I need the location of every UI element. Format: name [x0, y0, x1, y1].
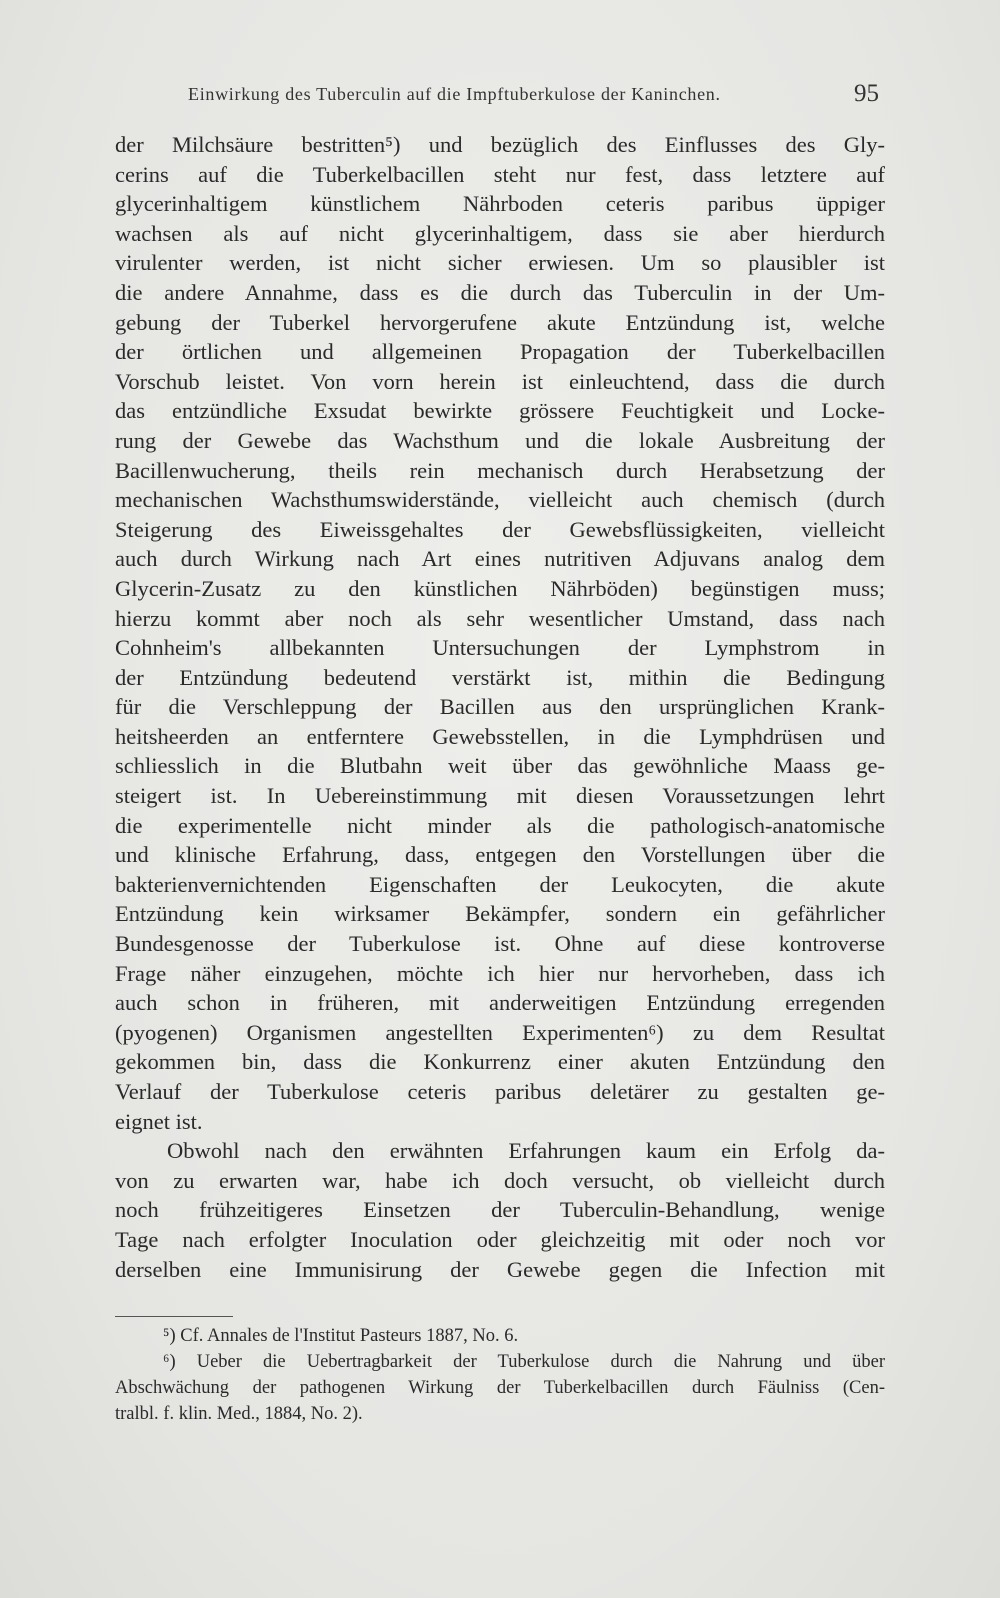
text-line: auch durch Wirkung nach Art eines nutritiven Adjuvans analog dem — [115, 546, 885, 572]
text-line: Bundesgenosse der Tuberkulose ist. Ohne auf diese kontroverse — [115, 931, 885, 957]
text-line: gebung der Tuberkel hervorgerufene akute Entzündung ist, welche — [115, 309, 885, 335]
text-line: Bacillenwucherung, theils rein mechanisch durch Herabsetzung der — [115, 457, 885, 483]
footnote-divider — [115, 1316, 233, 1317]
text-line: gekommen bin, dass die Konkurrenz einer akuten Entzündung den — [115, 1049, 885, 1075]
text-line: cerins auf die Tuberkelbacillen steht nur fest, dass letztere auf — [115, 161, 885, 187]
footnote-line: ⁵) Cf. Annales de l'Institut Pasteurs 1887, No. 6. — [163, 1326, 519, 1346]
text-line: mechanischen Wachsthumswiderstände, vielleicht auch chemisch (durch — [115, 487, 885, 513]
text-line: Obwohl nach den erwähnten Erfahrungen kaum ein Erfolg da- — [167, 1138, 885, 1164]
text-line: virulenter werden, ist nicht sicher erwiesen. Um so plausibler ist — [115, 250, 885, 276]
body-text — [115, 130, 885, 1284]
text-line: Frage näher einzugehen, möchte ich hier nur hervorheben, dass ich — [115, 960, 885, 986]
text-line: Glycerin-Zusatz zu den künstlichen Nährböden) begünstigen muss; — [115, 575, 885, 601]
text-line: der Milchsäure bestritten⁵) und bezüglich des Einflusses des Gly- — [115, 132, 885, 157]
text-line: rung der Gewebe das Wachsthum und die lokale Ausbreitung der — [115, 427, 885, 453]
footnotes — [115, 1323, 885, 1427]
running-title: Einwirkung des Tuberculin auf die Impftuberkulose der Kaninchen. — [188, 84, 721, 104]
text-line: Steigerung des Eiweissgehaltes der Gewebsflüssigkeiten, vielleicht — [115, 516, 885, 542]
page-header — [188, 80, 888, 116]
text-line: wachsen als auf nicht glycerinhaltigem, dass sie aber hierdurch — [115, 220, 885, 246]
text-line: für die Verschleppung der Bacillen aus den ursprünglichen Krank- — [115, 694, 885, 720]
text-line: der örtlichen und allgemeinen Propagation der Tuberkelbacillen — [115, 339, 885, 365]
text-line: glycerinhaltigem künstlichem Nährboden ceteris paribus üppiger — [115, 191, 885, 217]
text-line: bakterienvernichtenden Eigenschaften der Leukocyten, die akute — [115, 871, 885, 897]
text-line: steigert ist. In Uebereinstimmung mit diesen Voraussetzungen lehrt — [115, 783, 885, 809]
text-line: eignet ist. — [115, 1108, 203, 1134]
text-line: auch schon in früheren, mit anderweitigen Entzündung erregenden — [115, 990, 885, 1016]
text-line: hierzu kommt aber noch als sehr wesentlicher Umstand, dass nach — [115, 605, 885, 631]
text-line: Tage nach erfolgter Inoculation oder gleichzeitig mit oder noch vor — [115, 1226, 885, 1252]
text-line: die experimentelle nicht minder als die pathologisch-anatomische — [115, 812, 885, 838]
text-line: und klinische Erfahrung, dass, entgegen den Vorstellungen über die — [115, 842, 885, 868]
text-line: schliesslich in die Blutbahn weit über das gewöhnliche Maass ge- — [115, 753, 885, 779]
footnote-line: Abschwächung der pathogenen Wirkung der Tuberkelbacillen durch Fäulniss (Cen- — [115, 1378, 885, 1398]
text-line: (pyogenen) Organismen angestellten Experimenten⁶) zu dem Resultat — [115, 1019, 885, 1045]
text-line: Entzündung kein wirksamer Bekämpfer, sondern ein gefährlicher — [115, 901, 885, 927]
text-line: derselben eine Immunisirung der Gewebe gegen die Infection mit — [115, 1256, 885, 1282]
text-line: heitsheerden an entferntere Gewebsstellen, in die Lymphdrüsen und — [115, 723, 885, 749]
text-line: der Entzündung bedeutend verstärkt ist, mithin die Bedingung — [115, 664, 885, 690]
footnote-line: tralbl. f. klin. Med., 1884, No. 2). — [115, 1404, 363, 1424]
text-line: die andere Annahme, dass es die durch das Tuberculin in der Um- — [115, 279, 885, 305]
text-line: Vorschub leistet. Von vorn herein ist einleuchtend, dass die durch — [115, 368, 885, 394]
text-line: Verlauf der Tuberkulose ceteris paribus deletärer zu gestalten ge- — [115, 1079, 885, 1104]
text-line: das entzündliche Exsudat bewirkte grössere Feuchtigkeit und Locke- — [115, 398, 885, 424]
text-line: noch frühzeitigeres Einsetzen der Tuberculin-Behandlung, wenige — [115, 1197, 885, 1223]
text-line: von zu erwarten war, habe ich doch versucht, ob vielleicht durch — [115, 1167, 885, 1193]
footnote-line: ⁶) Ueber die Uebertragbarkeit der Tuberkulose durch die Nahrung und über — [163, 1352, 885, 1372]
text-line: Cohnheim's allbekannten Untersuchungen der Lymphstrom in — [115, 635, 885, 661]
page-number: 95 — [854, 80, 879, 107]
